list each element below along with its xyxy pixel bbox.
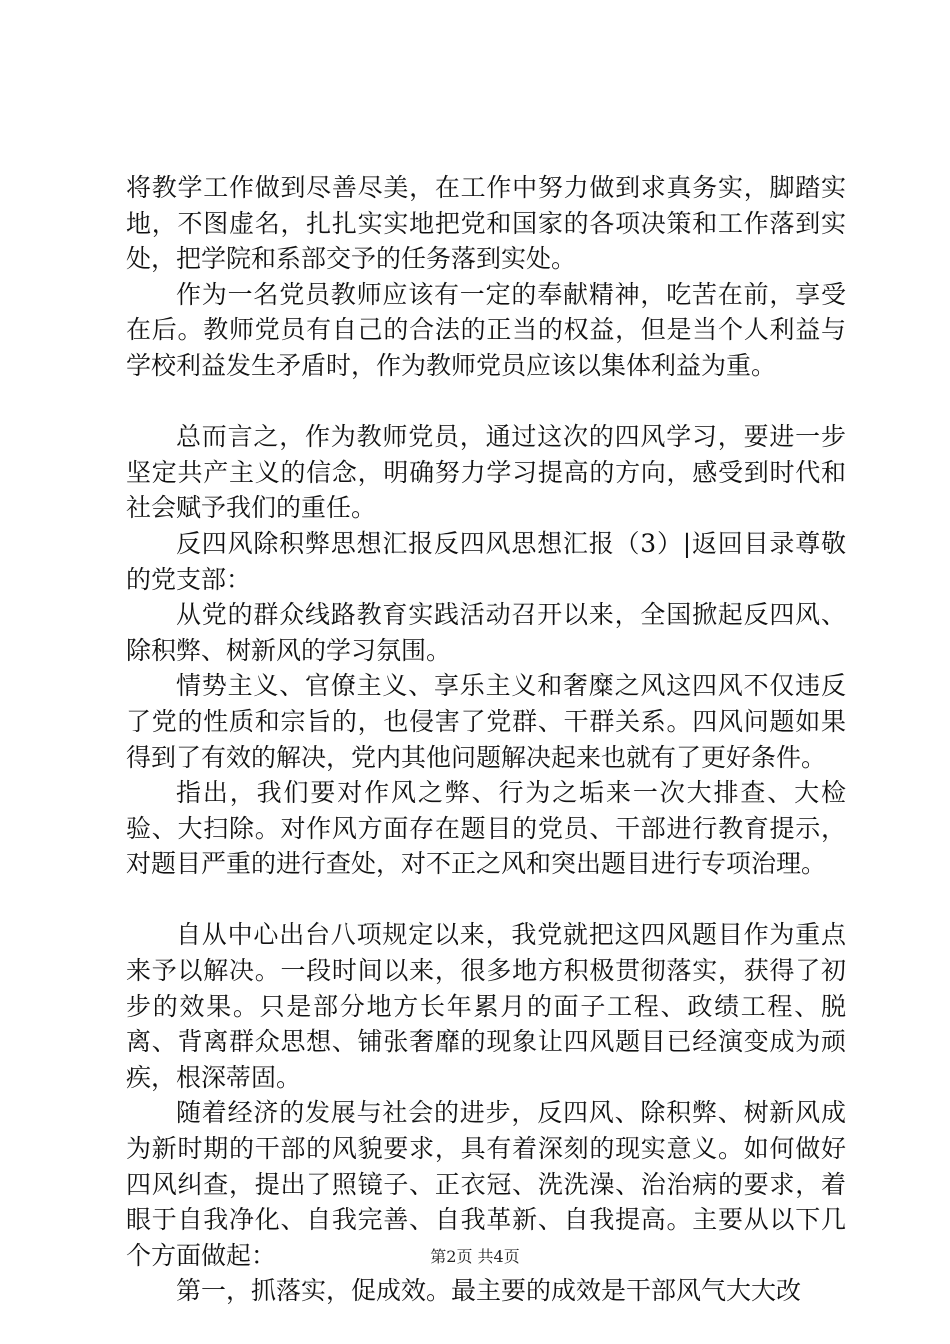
- paragraph-3: 总而言之，作为教师党员，通过这次的四风学习，要进一步坚定共产主义的信念，明确努力学习提高的方向，感受到时代和社会赋予我们的重任。: [126, 422, 846, 523]
- paragraph-4: 反四风除积弊思想汇报反四风思想汇报（3）|返回目录尊敬的党支部：: [126, 528, 846, 594]
- paragraph-6: 情势主义、官僚主义、享乐主义和奢糜之风这四风不仅违反了党的性质和宗旨的，也侵害了党群、干群关系。四风问题如果得到了有效的解决，党内其他问题解决起来也就有了更好条件。: [126, 671, 846, 772]
- page-number-footer: 第2页 共4页: [430, 1247, 520, 1266]
- paragraph-7: 指出，我们要对作风之弊、行为之垢来一次大排查、大检验、大扫除。对作风方面存在题目的党员、干部进行教育提示，对题目严重的进行查处，对不正之风和突出题目进行专项治理。: [126, 778, 846, 879]
- paragraph-spacer: [126, 384, 846, 420]
- paragraph-9: 随着经济的发展与社会的进步，反四风、除积弊、树新风成为新时期的干部的风貌要求，具有着深刻的现实意义。如何做好四风纠查，提出了照镜子、正衣冠、洗洗澡、治治病的要求，着眼于自我净化、自我完善、自我革新、自我提高。主要从以下几个方面做起：: [126, 1098, 846, 1270]
- paragraph-1: 将教学工作做到尽善尽美，在工作中努力做到求真务实，脚踏实地，不图虚名，扎扎实实地把党和国家的各项决策和工作落到实处，把学院和系部交予的任务落到实处。: [126, 173, 846, 274]
- paragraph-2: 作为一名党员教师应该有一定的奉献精神，吃苦在前，享受在后。教师党员有自己的合法的正当的权益，但是当个人利益与学校利益发生矛盾时，作为教师党员应该以集体利益为重。: [126, 279, 846, 380]
- document-body: [126, 170, 846, 1309]
- paragraph-8: 自从中心出台八项规定以来，我党就把这四风题目作为重点来予以解决。一段时间以来，很多地方积极贯彻落实，获得了初步的效果。只是部分地方长年累月的面子工程、政绩工程、脱离、背离群众思想、铺张奢靡的现象让四风题目已经演变成为顽疾，根深蒂固。: [126, 920, 846, 1092]
- paragraph-spacer: [126, 882, 846, 918]
- paragraph-10: 第一，抓落实，促成效。最主要的成效是干部风气大大改: [176, 1276, 802, 1306]
- paragraph-5: 从党的群众线路教育实践活动召开以来，全国掀起反四风、除积弊、树新风的学习氛围。: [126, 600, 846, 665]
